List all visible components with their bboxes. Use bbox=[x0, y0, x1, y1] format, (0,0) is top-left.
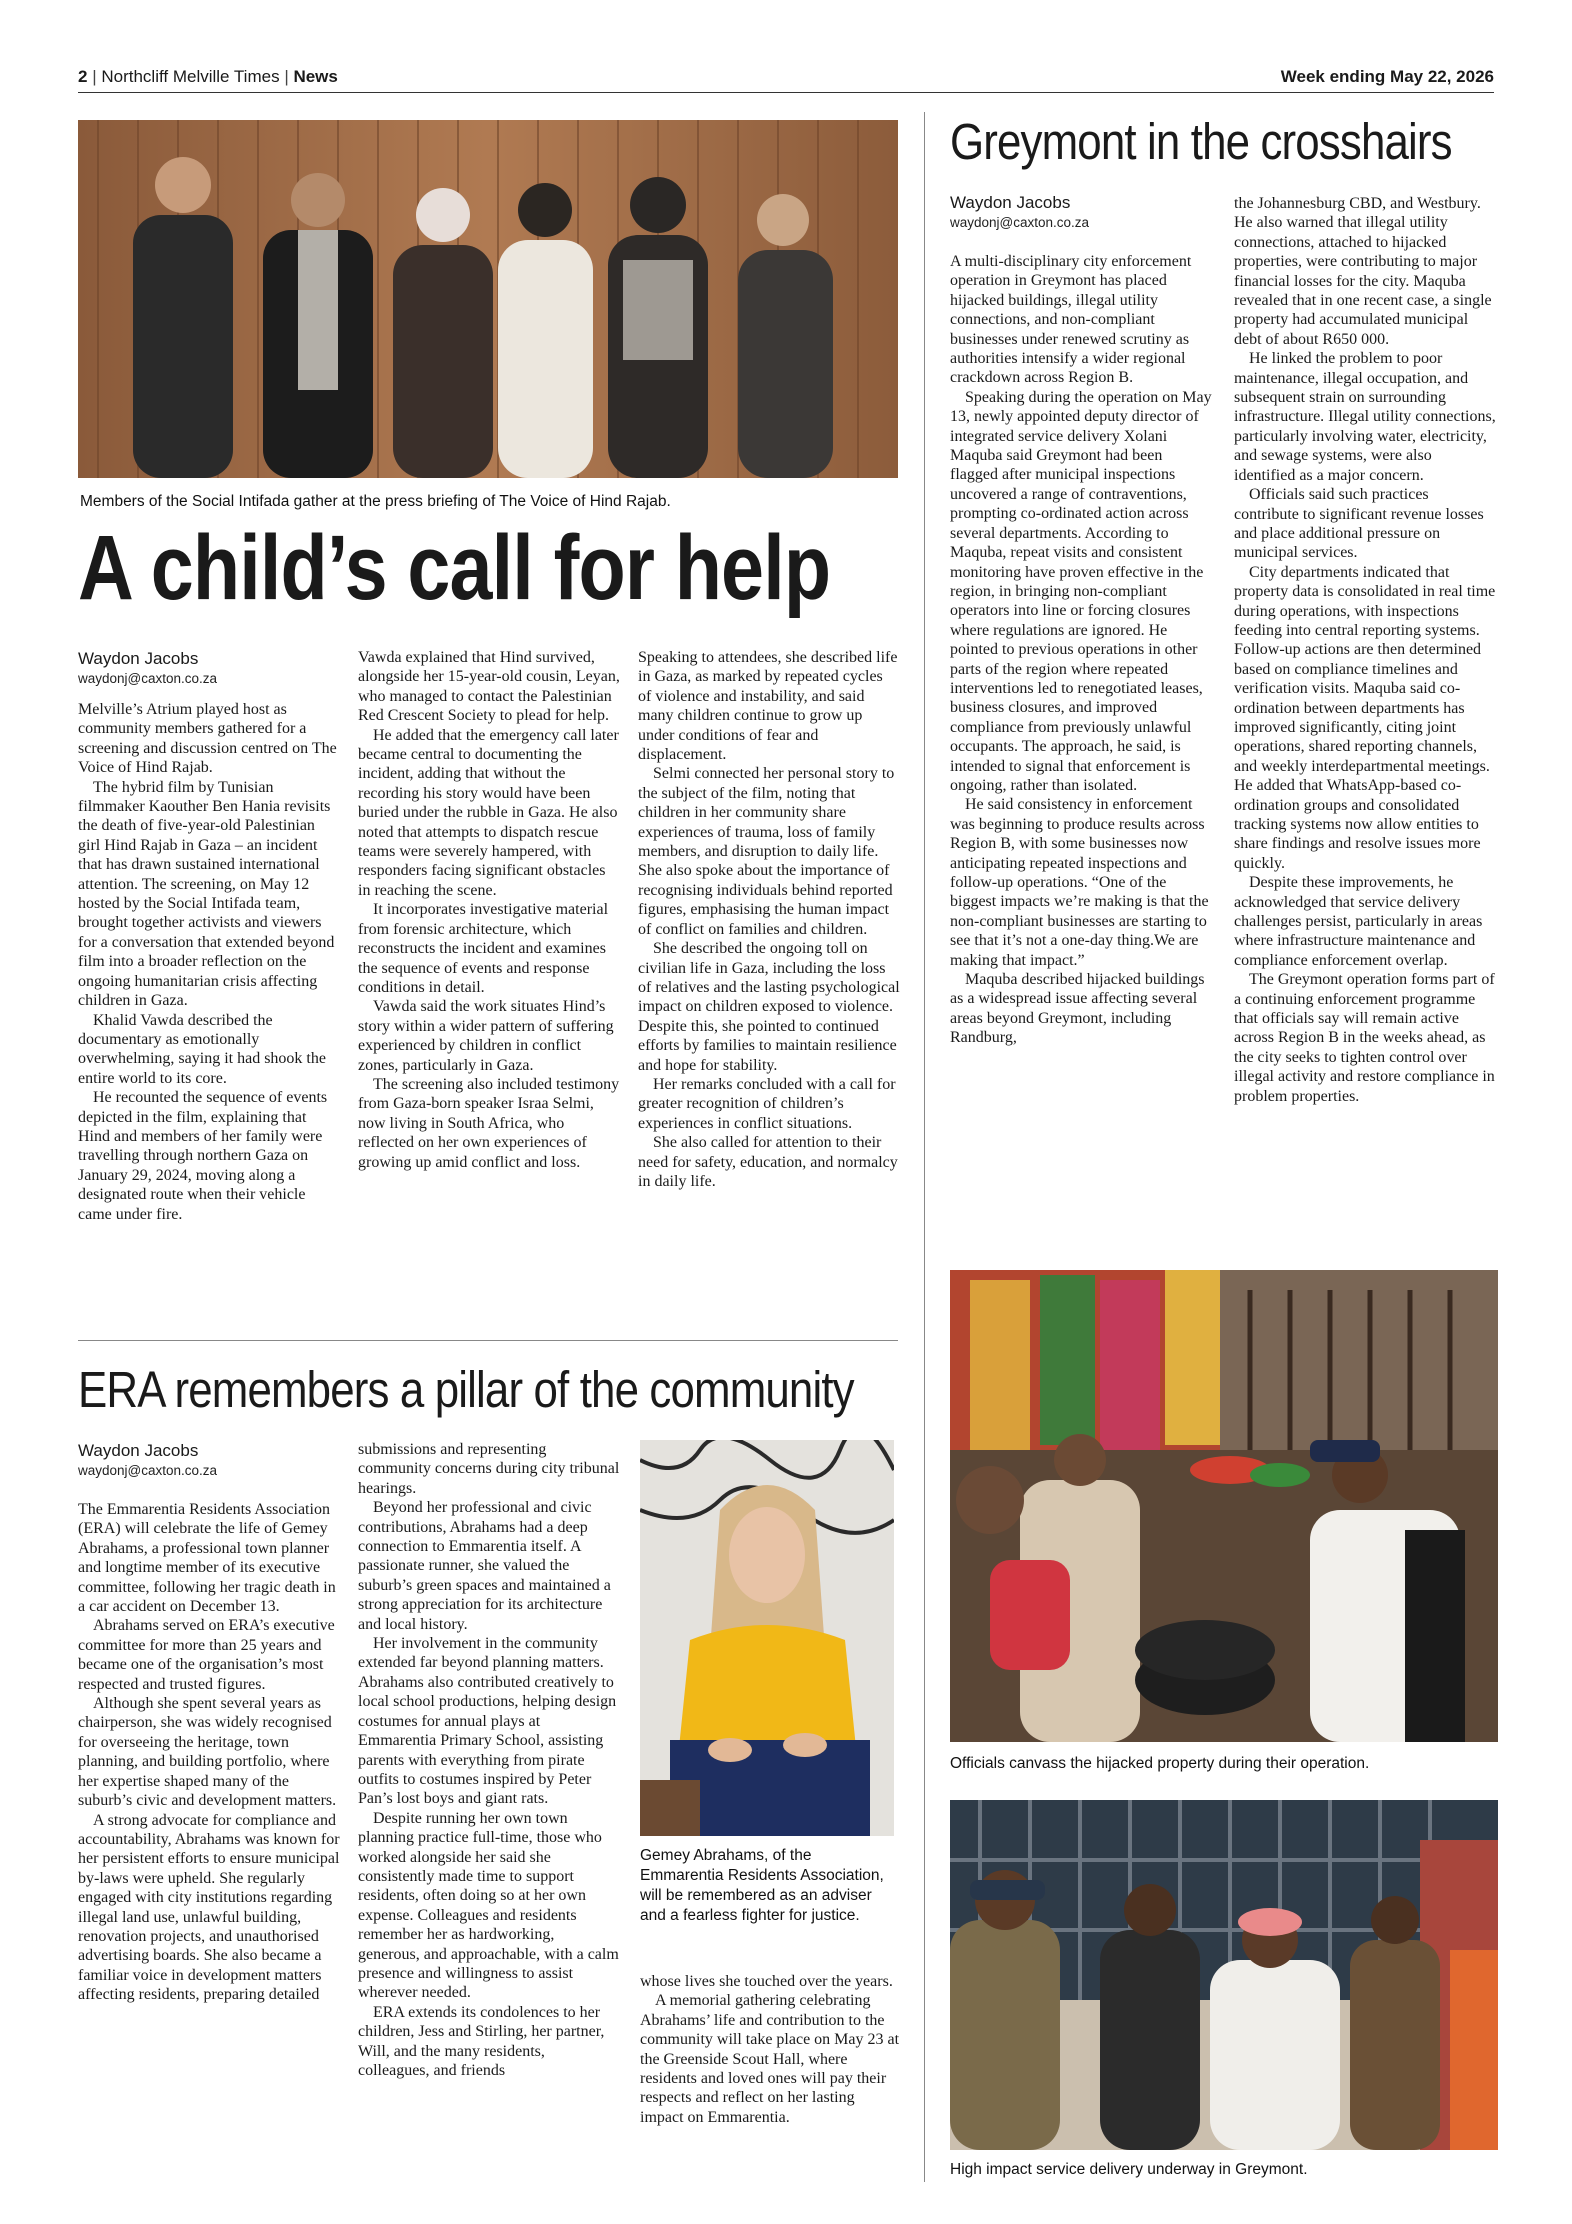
folio-bar bbox=[78, 66, 1494, 93]
section-name: News bbox=[293, 67, 338, 86]
paragraph: Speaking to attendees, she described life in Gaza, as marked by repeated cycles of violence and instability, and said many children continue to grow up under conditions of fear and displacement. bbox=[638, 649, 898, 764]
column-divider bbox=[924, 112, 925, 2182]
social-intifada-caption: Members of the Social Intifada gather at the press briefing of The Voice of Hind Rajab. bbox=[80, 493, 671, 510]
paragraph: ERA extends its condolences to her children, Jess and Stirling, her partner, Will, and the many residents, colleagues, and friends bbox=[358, 2003, 605, 2079]
paragraph: A strong advocate for compliance and accountability, Abrahams was known for her persistent efforts to ensure municipal by-laws were upheld. She regularly engaged with city institutions regarding illegal land use, unlawful building, renovation projects, and unauthorised advertising boards. She also became a familiar voice in development matters affecting residents, preparing detailed bbox=[78, 1811, 340, 2004]
era-headline: ERA remembers a pillar of the community bbox=[78, 1361, 854, 1418]
paragraph: Vawda said the work situates Hind’s story within a wider pattern of suffering experienced by children in conflict zones, particularly in Gaza. bbox=[358, 998, 614, 1074]
paragraph: City departments indicated that property data is consolidated in real time during operations, with inspections feeding into central reporting systems. Follow-up actions are then determined based on compliance timelines and verification visits. Maquba said co-ordination between departments has improved significantly, citing joint operations, shared reporting channels, and weekly interdepartmental meetings. He added that WhatsApp-based co-ordination groups and consolidated tracking systems now allow entities to share findings and resolve issues more quickly. bbox=[1234, 563, 1496, 872]
paragraph: A multi-disciplinary city enforcement operation in Greymont has placed hijacked buildings, illegal utility connections, and non-compliant businesses under renewed scrutiny as authorities intensify a wider regional crackdown across Region B. bbox=[950, 253, 1192, 387]
paragraph: Despite running her own town planning practice full-time, those who worked alongside her said she consistently made time to support residents, often doing so at her own expense. Colleagues and residents remember her as hardworking, generous, and approachable, with a calm presence and willingness to assist wherever needed. bbox=[358, 1809, 619, 2002]
service-delivery-caption: High impact service delivery underway in Greymont. bbox=[950, 2161, 1308, 2178]
greymont-column-2 bbox=[1234, 194, 1496, 1106]
paragraph: The screening also included testimony from Gaza-born speaker Israa Selmi, now living in South Africa, who reflected on her own experiences of growing up amid conflict and loss. bbox=[358, 1075, 620, 1171]
paragraph: The Greymont operation forms part of a continuing enforcement programme that officials say will remain active across Region B in the weeks ahead, as the city seeks to tighten control over illegal activity and restore compliance in problem properties. bbox=[1234, 971, 1495, 1105]
page-number: 2 bbox=[78, 67, 88, 86]
author-email[interactable]: waydonj@caxton.co.za bbox=[78, 1463, 218, 1478]
child-story-byline bbox=[78, 648, 338, 688]
paragraph: He recounted the sequence of events depicted in the film, explaining that Hind and members of her family were travelling through northern Gaza on January 29, 2024, moving along a designated route when their vehicle came under fire. bbox=[78, 1089, 328, 1223]
greymont-headline: Greymont in the crosshairs bbox=[950, 113, 1452, 170]
paragraph: Despite these improvements, he acknowledged that service delivery challenges persist, particularly in areas where infrastructure maintenance and compliance enforcement overlap. bbox=[1234, 874, 1483, 969]
author-name: Waydon Jacobs bbox=[78, 649, 199, 668]
era-byline bbox=[78, 1440, 338, 1480]
paragraph: The Emmarentia Residents Association (ERA) will celebrate the life of Gemey Abrahams, a professional town planner and longtime member of its executive committee, following her tragic death in a car accident on December 13. bbox=[78, 1501, 336, 1616]
paragraph: Vawda explained that Hind survived, alongside her 15-year-old cousin, Leyan, who managed to contact the Palestinian Red Crescent Society to plead for help. bbox=[358, 649, 620, 725]
paragraph: Officials said such practices contribute to significant revenue losses and place additional pressure on municipal services. bbox=[1234, 486, 1484, 562]
paragraph: He added that the emergency call later became central to documenting the incident, adding that without the recording his story would have been buried under the rubble in Gaza. He also noted that attempts to dispatch rescue teams were severely hampered, with responders facing significant obstacles in reaching the scene. bbox=[358, 726, 619, 899]
paragraph: He linked the problem to poor maintenance, illegal occupation, and subsequent strain on surrounding infrastructure. Illegal utility connections, particularly involving water, electricity, and sewage systems, were also identified as a major concern. bbox=[1234, 350, 1496, 484]
author-email[interactable]: waydonj@caxton.co.za bbox=[950, 215, 1090, 230]
paragraph: Maquba described hijacked buildings as a widespread issue affecting several areas beyond Greymont, including Randburg, bbox=[950, 971, 1205, 1047]
paragraph: Her involvement in the community extended far beyond planning matters. Abrahams also contributed creatively to local school productions, helping design costumes for annual plays at Emmarentia Primary School, assisting parents with everything from pirate outfits to costumes inspired by Peter Pan’s lost boys and giant rats. bbox=[358, 1635, 617, 1808]
paragraph: Although she spent several years as chairperson, she was widely recognised for overseeing the heritage, town planning, and building portfolio, where her expertise shaped many of the suburb’s civic and development matters. bbox=[78, 1695, 337, 1810]
paragraph: Speaking during the operation on May 13, newly appointed deputy director of integrated service delivery Xolani Maquba said Greymont had been flagged after municipal inspections uncovered a range of contraventions, prompting co-ordinated action across several departments. According to Maquba, repeat visits and consistent monitoring have proven effective in the region, in bringing non-compliant operators into line or forcing closures where regulations are ignored. He pointed to previous operations in other parts of the region where repeated interventions led to renegotiated leases, business closures, and improved compliance from previously unlawful occupants. The approach, he said, is intended to signal that enforcement is ongoing, rather than isolated. bbox=[950, 388, 1212, 794]
service-delivery-photo bbox=[950, 1800, 1498, 2150]
author-name: Waydon Jacobs bbox=[950, 193, 1071, 212]
gemey-abrahams-photo bbox=[640, 1440, 894, 1836]
paper-name: Northcliff Melville Times bbox=[101, 67, 280, 86]
author-name: Waydon Jacobs bbox=[78, 1441, 199, 1460]
paragraph: whose lives she touched over the years. bbox=[640, 1973, 893, 1990]
paragraph: He said consistency in enforcement was beginning to produce results across Region B, with some businesses now anticipating repeated inspections and follow-up operations. “One of the biggest impacts we’re making is that the non-compliant businesses are starting to see that it’s not a one-day thing.We are making that impact.” bbox=[950, 796, 1209, 969]
child-story-column-3 bbox=[638, 648, 900, 1191]
paragraph: submissions and representing community concerns during city tribunal hearings. bbox=[358, 1441, 620, 1497]
child-story-column-2 bbox=[358, 648, 620, 1172]
social-intifada-photo bbox=[78, 120, 898, 478]
paragraph: A memorial gathering celebrating Abrahams’ life and contribution to the community will take place on May 23 at the Greenside Scout Hall, where residents and loved ones will pay their respects and reflect on her lasting impact on Emmarentia. bbox=[640, 1992, 900, 2126]
paragraph: She described the ongoing toll on civilian life in Gaza, including the loss of relatives and the lasting psychological impact on children exposed to violence. Despite this, she pointed to continued efforts by families to maintain resilience and hope for stability. bbox=[638, 940, 900, 1074]
paragraph: the Johannesburg CBD, and Westbury. He also warned that illegal utility connections, attached to hijacked properties, were contributing to major financial losses for the city. Maquba revealed that in one recent case, a single property had accumulated municipal debt of about R650 000. bbox=[1234, 195, 1492, 348]
section-divider bbox=[78, 1340, 898, 1341]
gemey-abrahams-caption: Gemey Abrahams, of the Emmarentia Residents Association, will be remembered as an adviser and a fearless fighter for justice. bbox=[640, 1847, 884, 1924]
issue-date: Week ending May 22, 2026 bbox=[1280, 67, 1494, 86]
paragraph: Beyond her professional and civic contributions, Abrahams had a deep connection to Emmarentia itself. A passionate runner, she valued the suburb’s green spaces and maintained a strong appreciation for its architecture and local history. bbox=[358, 1499, 611, 1633]
paragraph: She also called for attention to their need for safety, education, and normalcy in daily life. bbox=[638, 1134, 898, 1190]
paragraph: Selmi connected her personal story to the subject of the film, noting that children in her community share experiences of trauma, loss of family members, and disruption to daily life. She also spoke about the importance of recognising individuals behind reported figures, emphasising the human impact of conflict on families and children. bbox=[638, 765, 895, 938]
era-column-2 bbox=[358, 1440, 620, 2080]
paragraph: Her remarks concluded with a call for greater recognition of children’s experiences in conflict situations. bbox=[638, 1075, 896, 1132]
hijacked-property-photo bbox=[950, 1270, 1498, 1742]
paragraph: The hybrid film by Tunisian filmmaker Kaouther Ben Hania revisits the death of five-year-old Palestinian girl Hind Rajab in Gaza – an incident that has drawn sustained international attention. The screening, on May 12 hosted by the Social Intifada team, brought together activists and viewers for a conversation that extended beyond film into a broader reflection on the ongoing humanitarian crisis affecting children in Gaza. bbox=[78, 778, 335, 1010]
hijacked-property-caption: Officials canvass the hijacked property during their operation. bbox=[950, 1755, 1370, 1772]
paragraph: It incorporates investigative material from forensic architecture, which reconstructs the incident and examines the sequence of events and response conditions in detail. bbox=[358, 901, 609, 996]
era-column-3 bbox=[640, 1972, 902, 2127]
greymont-column-1 bbox=[950, 252, 1212, 1048]
era-column-1 bbox=[78, 1500, 340, 2005]
paragraph: Abrahams served on ERA’s executive committee for more than 25 years and became one of the organisation’s most respected and trusted figures. bbox=[78, 1617, 335, 1693]
greymont-byline bbox=[950, 192, 1210, 232]
paragraph: Melville’s Atrium played host as community members gathered for a screening and discussion centred on The Voice of Hind Rajab. bbox=[78, 701, 337, 777]
folio-left: 2 | Northcliff Melville Times | News bbox=[78, 67, 338, 86]
author-email[interactable]: waydonj@caxton.co.za bbox=[78, 671, 218, 686]
child-story-column-1 bbox=[78, 700, 340, 1224]
paragraph: Khalid Vawda described the documentary as emotionally overwhelming, saying it had shook the entire world to its core. bbox=[78, 1011, 326, 1087]
child-story-headline: A child’s call for help bbox=[78, 517, 831, 619]
